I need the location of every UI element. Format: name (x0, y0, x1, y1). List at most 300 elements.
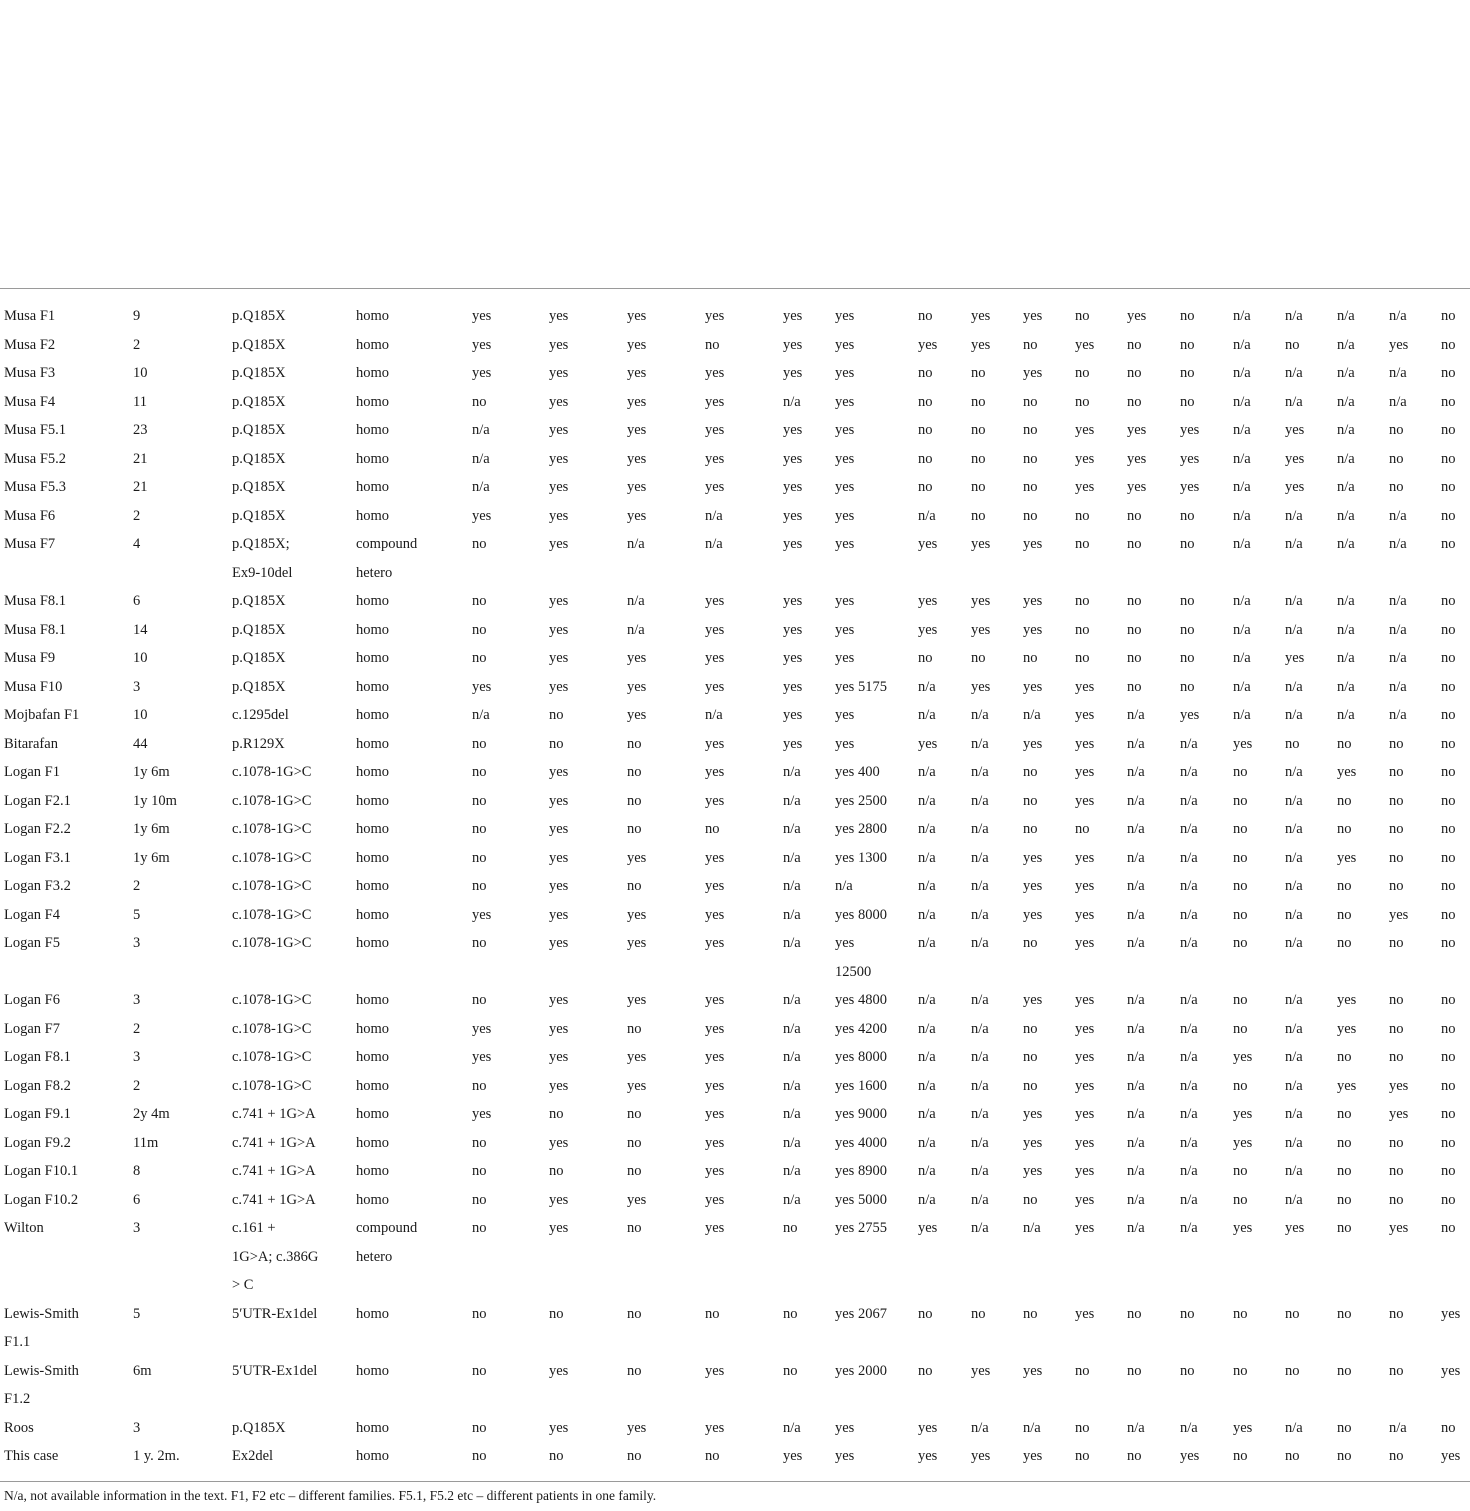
cell-calf-muscle-hypertrophy: n/a (1180, 821, 1198, 837)
cell-variant: p.R129X (232, 735, 285, 752)
cell-microcephaly: no (1337, 878, 1352, 894)
cell-microcephaly: n/a (1337, 593, 1355, 609)
cell-extrapyrimidal-signs: yes (1075, 1191, 1095, 1208)
cell-motor-delay: yes (549, 678, 569, 695)
cell-elevated-liver-transaminases: yes (783, 507, 803, 524)
cell-muscular-cramps: n/a (1127, 764, 1145, 780)
cell-muscular-hypotonia: n/a (971, 1106, 989, 1122)
cell-patient: Logan F9.1 (4, 1106, 71, 1122)
cell-short-stature: no (472, 1191, 487, 1208)
cell-seizures: no (1285, 336, 1300, 353)
cell-elevated-ck-max-level: yes 4200 (835, 1020, 887, 1037)
cell-acute-episodes: no (1441, 336, 1456, 353)
cell-zygodity: homo (356, 906, 390, 923)
cell-seizures: n/a (1285, 1077, 1303, 1094)
cell-speech-delay: n/a (627, 536, 645, 552)
cell-age-of-presentation-years: 21 (133, 479, 148, 495)
cell-mri-findings: n/a (1389, 308, 1407, 324)
cell-learning-disabilities: yes (705, 792, 725, 809)
cell-muscular-hypotonia: n/a (971, 735, 989, 752)
cell-age-of-presentation-years: 3 (133, 1220, 141, 1236)
cell-variant: c.1295del (232, 707, 289, 723)
cell-muscular-hypotonia: n/a (971, 1220, 989, 1236)
cell-elevated-ck-max-level: yes (835, 422, 855, 438)
cell-abnormal-gait: yes (918, 536, 938, 552)
cell-microcephaly: no (1337, 792, 1352, 809)
cell-extrapyrimidal-signs: yes (1075, 1106, 1095, 1122)
cell-muscular-cramps: yes (1127, 450, 1147, 467)
cell-muscular-cramps: no (1127, 593, 1142, 609)
cell-calf-muscle-hypertrophy: n/a (1180, 1134, 1198, 1151)
cell-patient: Logan F4 (4, 906, 60, 923)
cell-abnormal-gait: n/a (918, 849, 936, 866)
cell-zygodity: homo (356, 422, 390, 438)
table-row (0, 1186, 1470, 1215)
cell-muscular-cramps: n/a (1127, 1106, 1145, 1122)
cell-ataxia: no (1233, 1305, 1248, 1322)
cell-zygodity: homo (356, 1163, 390, 1179)
cell-patient: Musa F10 (4, 678, 63, 695)
cell-abnormal-gait: n/a (918, 1163, 936, 1179)
cell-variant: c.161 + (232, 1220, 276, 1236)
table-row-continuation (0, 1271, 1470, 1300)
cell-abnormal-gait: n/a (918, 507, 936, 524)
cell-variant: p.Q185X (232, 678, 286, 695)
cell-calf-muscle-hypertrophy: yes (1180, 422, 1200, 438)
cell-motor-delay: yes (549, 365, 569, 381)
cell-motor-delay: yes (549, 1191, 569, 1208)
cell-muscule-weakness: no (1023, 422, 1038, 438)
cell-muscular-hypotonia: n/a (971, 1191, 989, 1208)
cell-speech-delay: yes (627, 992, 647, 1008)
cell-extrapyrimidal-signs: yes (1075, 906, 1095, 923)
cell-variant: p.Q185X; (232, 536, 290, 552)
cell-muscule-weakness: yes (1023, 906, 1043, 923)
cell-variant: c.1078-1G>C (232, 1077, 312, 1094)
cell-muscule-weakness: yes (1023, 1362, 1043, 1379)
cell-abnormal-gait: n/a (918, 935, 936, 951)
cell-calf-muscle-hypertrophy: n/a (1180, 792, 1198, 809)
cell-seizures: n/a (1285, 536, 1303, 552)
cell-seizures: no (1285, 1305, 1300, 1322)
cell-abnormal-gait: yes (918, 1419, 938, 1436)
cell-learning-disabilities: no (705, 821, 720, 837)
cell-learning-disabilities: yes (705, 650, 725, 666)
cell-variant: p.Q185X (232, 650, 286, 666)
cell-ataxia: yes (1233, 735, 1253, 752)
cell-short-stature: yes (472, 1020, 492, 1037)
table-row-continuation (0, 1328, 1470, 1357)
cell-acute-episodes: no (1441, 308, 1456, 324)
cell-zygodity: homo (356, 1305, 390, 1322)
cell-elevated-liver-transaminases: n/a (783, 1020, 801, 1037)
cell-calf-muscle-hypertrophy: n/a (1180, 935, 1198, 951)
cell-mri-findings: no (1389, 735, 1404, 752)
cell-acute-episodes: no (1441, 450, 1456, 467)
cell-zygodity: compound (356, 536, 418, 552)
cell-seizures: n/a (1285, 821, 1303, 837)
cell-elevated-ck-max-level: yes (835, 707, 855, 723)
cell-patient: Musa F4 (4, 393, 56, 410)
cell-ataxia: yes (1233, 1220, 1253, 1236)
cell-abnormal-gait: no (918, 365, 933, 381)
cell-acute-episodes: no (1441, 1419, 1456, 1436)
cell-elevated-ck-max-level: yes (835, 365, 855, 381)
cell-ataxia: n/a (1233, 593, 1251, 609)
cell-patient: Logan F6 (4, 992, 60, 1008)
cell-muscular-hypotonia: n/a (971, 1077, 989, 1094)
cell-variant: c.1078-1G>C (232, 792, 312, 809)
cell-acute-episodes: no (1441, 878, 1456, 894)
cell-zygodity: homo (356, 621, 390, 638)
cell-elevated-ck-max-level: yes (835, 1448, 855, 1464)
cell-extrapyrimidal-signs: yes (1075, 935, 1095, 951)
cell-abnormal-gait: n/a (918, 1077, 936, 1094)
cell-zygodity: homo (356, 450, 390, 467)
cell-patient: F1.2 (4, 1391, 31, 1407)
cell-calf-muscle-hypertrophy: n/a (1180, 878, 1198, 894)
cell-short-stature: no (472, 393, 487, 410)
cell-microcephaly: no (1337, 1419, 1352, 1436)
table-row (0, 616, 1470, 645)
cell-acute-episodes: no (1441, 849, 1456, 866)
cell-muscular-hypotonia: n/a (971, 906, 989, 923)
cell-ataxia: n/a (1233, 678, 1251, 695)
table-row (0, 844, 1470, 873)
cell-learning-disabilities: no (705, 336, 720, 353)
cell-variant: p.Q185X (232, 621, 286, 638)
cell-abnormal-gait: yes (918, 336, 938, 353)
cell-mri-findings: no (1389, 878, 1404, 894)
cell-mri-findings: no (1389, 992, 1404, 1008)
cell-patient: Logan F10.2 (4, 1191, 79, 1208)
cell-motor-delay: yes (549, 507, 569, 524)
cell-learning-disabilities: yes (705, 1191, 725, 1208)
cell-learning-disabilities: yes (705, 479, 725, 495)
cell-acute-episodes: no (1441, 678, 1456, 695)
cell-extrapyrimidal-signs: yes (1075, 336, 1095, 353)
cell-calf-muscle-hypertrophy: n/a (1180, 906, 1198, 923)
cell-microcephaly: no (1337, 906, 1352, 923)
cell-variant: c.1078-1G>C (232, 764, 312, 780)
table-row (0, 331, 1470, 360)
cell-speech-delay: no (627, 1305, 642, 1322)
cell-calf-muscle-hypertrophy: no (1180, 1362, 1195, 1379)
cell-speech-delay: yes (627, 422, 647, 438)
cell-seizures: n/a (1285, 393, 1303, 410)
cell-short-stature: no (472, 1305, 487, 1322)
cell-seizures: n/a (1285, 1134, 1303, 1151)
cell-calf-muscle-hypertrophy: yes (1180, 479, 1200, 495)
cell-learning-disabilities: yes (705, 1220, 725, 1236)
cell-abnormal-gait: n/a (918, 992, 936, 1008)
cell-zygodity: homo (356, 792, 390, 809)
cell-zygodity: homo (356, 1134, 390, 1151)
cell-muscular-hypotonia: yes (971, 678, 991, 695)
cell-elevated-liver-transaminases: n/a (783, 792, 801, 809)
cell-elevated-ck-max-level: yes (835, 536, 855, 552)
cell-zygodity: homo (356, 479, 390, 495)
cell-learning-disabilities: yes (705, 906, 725, 923)
cell-acute-episodes: no (1441, 707, 1456, 723)
cell-muscular-cramps: no (1127, 393, 1142, 410)
cell-short-stature: no (472, 764, 487, 780)
cell-ataxia: yes (1233, 1049, 1253, 1065)
cell-elevated-liver-transaminases: n/a (783, 1049, 801, 1065)
cell-variant: c.1078-1G>C (232, 1020, 312, 1037)
cell-muscule-weakness: no (1023, 336, 1038, 353)
cell-patient: Logan F8.1 (4, 1049, 71, 1065)
cell-learning-disabilities: no (705, 1305, 720, 1322)
cell-ataxia: n/a (1233, 422, 1251, 438)
cell-microcephaly: n/a (1337, 650, 1355, 666)
cell-variant: 5′UTR-Ex1del (232, 1305, 318, 1322)
cell-age-of-presentation-years: 5 (133, 1305, 141, 1322)
cell-patient: Logan F2.2 (4, 821, 71, 837)
table-row (0, 1100, 1470, 1129)
table-row (0, 416, 1470, 445)
cell-seizures: no (1285, 1448, 1300, 1464)
cell-learning-disabilities: yes (705, 1106, 725, 1122)
cell-muscular-cramps: n/a (1127, 1077, 1145, 1094)
cell-muscule-weakness: yes (1023, 536, 1043, 552)
cell-microcephaly: no (1337, 1106, 1352, 1122)
cell-muscular-cramps: n/a (1127, 878, 1145, 894)
cell-seizures: n/a (1285, 1191, 1303, 1208)
cell-muscular-hypotonia: n/a (971, 935, 989, 951)
cell-patient: Logan F9.2 (4, 1134, 71, 1151)
cell-age-of-presentation-years: 1y 6m (133, 764, 170, 780)
cell-acute-episodes: no (1441, 1049, 1456, 1065)
cell-age-of-presentation-years: 6 (133, 1191, 141, 1208)
cell-seizures: n/a (1285, 621, 1303, 638)
cell-age-of-presentation-years: 1y 6m (133, 849, 170, 866)
cell-speech-delay: n/a (627, 593, 645, 609)
cell-elevated-liver-transaminases: yes (783, 536, 803, 552)
table-row (0, 388, 1470, 417)
cell-abnormal-gait: no (918, 308, 933, 324)
cell-calf-muscle-hypertrophy: no (1180, 650, 1195, 666)
cell-learning-disabilities: n/a (705, 507, 723, 524)
cell-extrapyrimidal-signs: no (1075, 1362, 1090, 1379)
cell-learning-disabilities: yes (705, 1362, 725, 1379)
cell-short-stature: yes (472, 336, 492, 353)
table-row (0, 815, 1470, 844)
cell-seizures: no (1285, 735, 1300, 752)
cell-motor-delay: yes (549, 393, 569, 410)
cell-muscule-weakness: no (1023, 764, 1038, 780)
cell-extrapyrimidal-signs: no (1075, 365, 1090, 381)
cell-age-of-presentation-years: 2 (133, 878, 141, 894)
cell-age-of-presentation-years: 5 (133, 906, 141, 923)
cell-short-stature: no (472, 1134, 487, 1151)
cell-short-stature: yes (472, 1106, 492, 1122)
cell-muscular-cramps: n/a (1127, 1134, 1145, 1151)
cell-learning-disabilities: yes (705, 393, 725, 410)
cell-extrapyrimidal-signs: no (1075, 593, 1090, 609)
cell-variant: p.Q185X (232, 593, 286, 609)
cell-motor-delay: yes (549, 336, 569, 353)
cell-age-of-presentation-years: 2 (133, 1020, 141, 1037)
cell-muscular-cramps: n/a (1127, 735, 1145, 752)
cell-acute-episodes: no (1441, 507, 1456, 524)
cell-calf-muscle-hypertrophy: n/a (1180, 1020, 1198, 1037)
cell-microcephaly: no (1337, 735, 1352, 752)
cell-muscular-hypotonia: yes (971, 593, 991, 609)
cell-seizures: n/a (1285, 992, 1303, 1008)
cell-calf-muscle-hypertrophy: no (1180, 336, 1195, 353)
cell-calf-muscle-hypertrophy: n/a (1180, 1191, 1198, 1208)
cell-muscular-hypotonia: n/a (971, 1049, 989, 1065)
cell-age-of-presentation-years: 2 (133, 507, 141, 524)
cell-muscular-hypotonia: no (971, 1305, 986, 1322)
cell-speech-delay: no (627, 735, 642, 752)
cell-short-stature: no (472, 1077, 487, 1094)
cell-mri-findings: n/a (1389, 621, 1407, 638)
cell-zygodity: homo (356, 678, 390, 695)
cell-muscule-weakness: no (1023, 650, 1038, 666)
cell-muscule-weakness: yes (1023, 1163, 1043, 1179)
table-row (0, 302, 1470, 331)
cell-patient: Logan F3.2 (4, 878, 71, 894)
header-divider-line (0, 288, 1470, 289)
cell-learning-disabilities: yes (705, 365, 725, 381)
cell-acute-episodes: yes (1441, 1448, 1461, 1464)
cell-muscule-weakness: yes (1023, 1448, 1043, 1464)
table-row (0, 872, 1470, 901)
cell-speech-delay: no (627, 1362, 642, 1379)
cell-elevated-ck-max-level: yes (835, 308, 855, 324)
cell-ataxia: n/a (1233, 507, 1251, 524)
cell-seizures: yes (1285, 1220, 1305, 1236)
cell-extrapyrimidal-signs: yes (1075, 1020, 1095, 1037)
cell-zygodity: homo (356, 593, 390, 609)
cell-ataxia: no (1233, 1191, 1248, 1208)
cell-seizures: n/a (1285, 849, 1303, 866)
cell-muscular-cramps: n/a (1127, 992, 1145, 1008)
cell-acute-episodes: no (1441, 393, 1456, 410)
table-row (0, 1300, 1470, 1329)
cell-muscular-hypotonia: no (971, 365, 986, 381)
cell-mri-findings: n/a (1389, 365, 1407, 381)
cell-age-of-presentation-years: 3 (133, 678, 141, 695)
cell-elevated-liver-transaminases: yes (783, 422, 803, 438)
cell-variant: p.Q185X (232, 365, 286, 381)
cell-extrapyrimidal-signs: yes (1075, 1077, 1095, 1094)
cell-muscular-cramps: no (1127, 621, 1142, 638)
cell-ataxia: no (1233, 821, 1248, 837)
table-row (0, 1357, 1470, 1386)
cell-motor-delay: yes (549, 1362, 569, 1379)
cell-variant: c.1078-1G>C (232, 878, 312, 894)
cell-microcephaly: no (1337, 1049, 1352, 1065)
cell-muscule-weakness: yes (1023, 1134, 1043, 1151)
cell-elevated-ck-max-level: yes (835, 935, 855, 951)
cell-elevated-liver-transaminases: n/a (783, 1191, 801, 1208)
cell-mri-findings: yes (1389, 1077, 1409, 1094)
cell-age-of-presentation-years: 11m (133, 1134, 159, 1151)
cell-patient: Roos (4, 1419, 34, 1436)
cell-ataxia: no (1233, 1020, 1248, 1037)
cell-muscule-weakness: yes (1023, 621, 1043, 638)
cell-elevated-liver-transaminases: yes (783, 621, 803, 638)
cell-motor-delay: yes (549, 422, 569, 438)
cell-patient: Musa F8.1 (4, 593, 67, 609)
cell-elevated-liver-transaminases: n/a (783, 821, 801, 837)
cell-mri-findings: no (1389, 1049, 1404, 1065)
cell-microcephaly: no (1337, 1448, 1352, 1464)
table-bottom-line (0, 1481, 1470, 1482)
cell-zygodity: homo (356, 1106, 390, 1122)
cell-age-of-presentation-years: 3 (133, 1049, 141, 1065)
cell-mri-findings: n/a (1389, 393, 1407, 410)
cell-muscular-cramps: no (1127, 536, 1142, 552)
cell-short-stature: yes (472, 906, 492, 923)
cell-speech-delay: yes (627, 308, 647, 324)
cell-zygodity: homo (356, 1362, 390, 1379)
cell-patient: This case (4, 1448, 59, 1464)
cell-abnormal-gait: n/a (918, 792, 936, 809)
cell-ataxia: no (1233, 849, 1248, 866)
cell-learning-disabilities: yes (705, 735, 725, 752)
cell-mri-findings: no (1389, 1020, 1404, 1037)
cell-seizures: n/a (1285, 878, 1303, 894)
cell-acute-episodes: no (1441, 1020, 1456, 1037)
cell-abnormal-gait: no (918, 650, 933, 666)
cell-elevated-ck-max-level: yes 2755 (835, 1220, 887, 1236)
cell-motor-delay: yes (549, 593, 569, 609)
cell-extrapyrimidal-signs: yes (1075, 707, 1095, 723)
cell-muscular-hypotonia: no (971, 479, 986, 495)
table-row (0, 1214, 1470, 1243)
cell-variant: c.1078-1G>C (232, 992, 312, 1008)
cell-zygodity: homo (356, 849, 390, 866)
cell-motor-delay: no (549, 735, 564, 752)
cell-abnormal-gait: yes (918, 1448, 938, 1464)
cell-zygodity: homo (356, 1419, 390, 1436)
cell-motor-delay: yes (549, 1220, 569, 1236)
cell-abnormal-gait: n/a (918, 821, 936, 837)
cell-acute-episodes: no (1441, 821, 1456, 837)
cell-ataxia: no (1233, 906, 1248, 923)
cell-patient: Musa F6 (4, 507, 56, 524)
cell-calf-muscle-hypertrophy: yes (1180, 1448, 1200, 1464)
table-row (0, 1129, 1470, 1158)
cell-zygodity: homo (356, 735, 390, 752)
cell-short-stature: no (472, 992, 487, 1008)
cell-variant: p.Q185X (232, 336, 286, 353)
cell-zygodity: homo (356, 1077, 390, 1094)
cell-abnormal-gait: no (918, 479, 933, 495)
cell-motor-delay: yes (549, 1134, 569, 1151)
cell-muscular-cramps: n/a (1127, 707, 1145, 723)
cell-abnormal-gait: n/a (918, 906, 936, 923)
cell-abnormal-gait: n/a (918, 764, 936, 780)
cell-muscular-hypotonia: yes (971, 336, 991, 353)
cell-mri-findings: no (1389, 792, 1404, 809)
cell-elevated-ck-max-level: yes (835, 650, 855, 666)
cell-microcephaly: no (1337, 1305, 1352, 1322)
cell-mri-findings: no (1389, 935, 1404, 951)
cell-mri-findings: no (1389, 1134, 1404, 1151)
cell-elevated-liver-transaminases: yes (783, 1448, 803, 1464)
cell-elevated-liver-transaminases: n/a (783, 1077, 801, 1094)
cell-elevated-ck-max-level: yes 1300 (835, 849, 887, 866)
cell-muscule-weakness: no (1023, 792, 1038, 809)
cell-microcephaly: n/a (1337, 707, 1355, 723)
cell-elevated-liver-transaminases: n/a (783, 1134, 801, 1151)
cell-muscular-hypotonia: n/a (971, 707, 989, 723)
